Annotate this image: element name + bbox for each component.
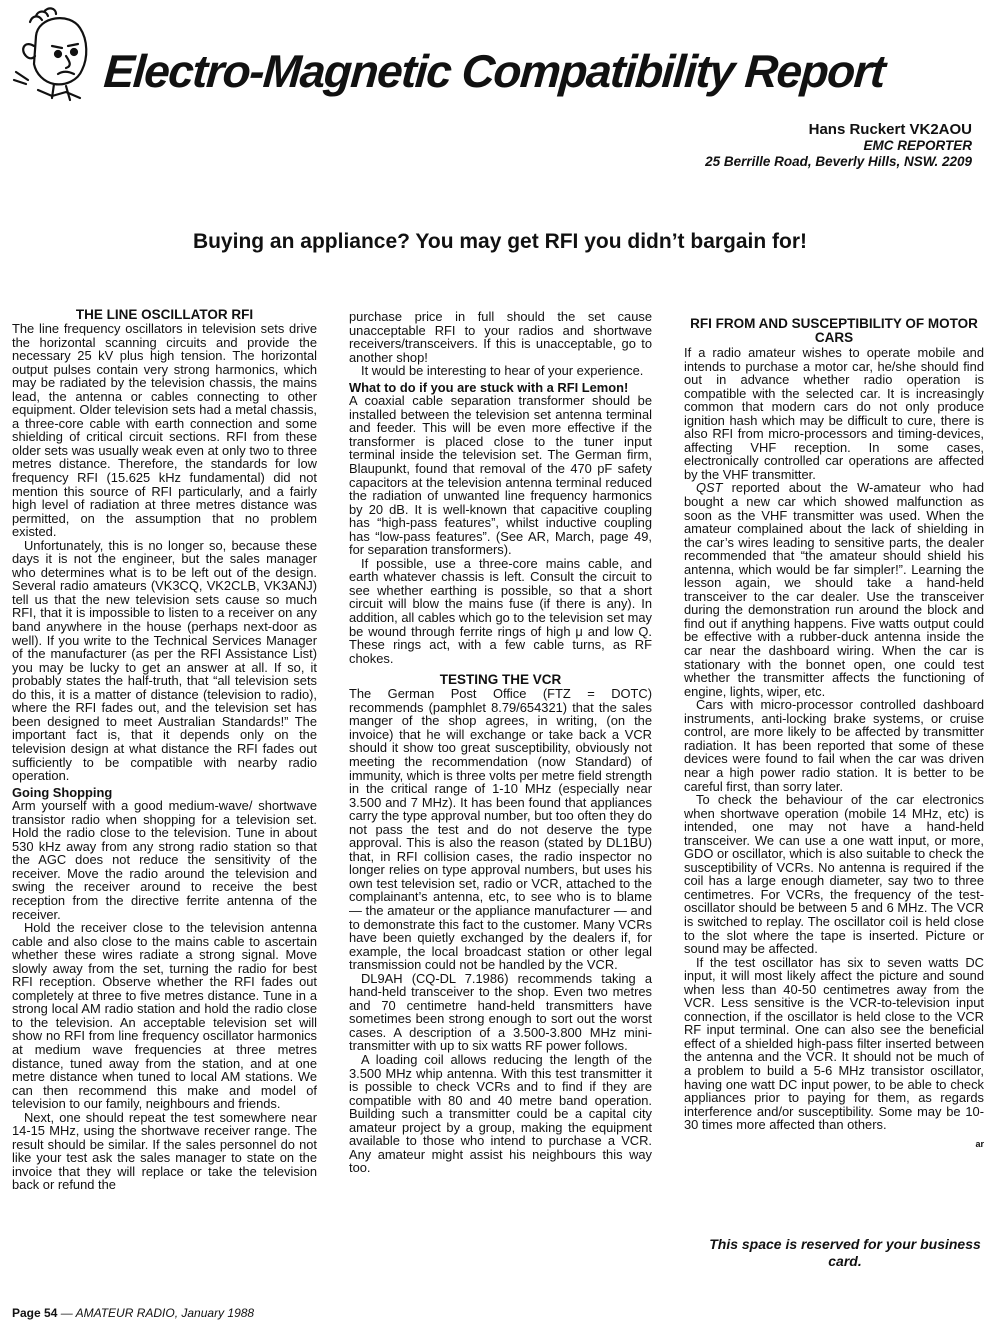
paragraph: If a radio amateur wishes to operate mobile and intends to purchase a motor car, he/she should find out in advance whether radio operation is compatible with the selected car. It is increasingly common that modern cars do not only produce ignition hash which may be difficult to cure, there is also RFI from micro-processors and timing-devices, affecting VHF reception. In some cases, electronically controlled car operations are affected by the VHF transmitter. bbox=[684, 345, 984, 482]
paragraph: Arm yourself with a good medium-wave/ shortwave transistor radio when shopping for a television set. Hold the radio close to the television. Tune in about 530 kHz away from any strong radio station so that the AGC does not reduce the sensitivity of the receiver. Move the radio around the television and swing the receiver around to receive the best reception from the directive ferrite antenna of the receiver. bbox=[12, 798, 317, 922]
publication-info: — AMATEUR RADIO, January 1988 bbox=[57, 1306, 255, 1320]
paragraph: DL9AH (CQ-DL 7.1986) recommends taking a hand-held transceiver to the shop. Even two metres and 70 centimetre hand-held transmitters have sometimes been strong enough to sort out the worst cases. A description of a 3.500-3.800 MHz mini-transmitter with up to six watts RF power follows. bbox=[349, 970, 652, 1054]
paragraph: Unfortunately, this is no longer so, because these days it is not the engineer, but the sales manager who determines what is to be left out of the design. Several radio amateurs (VK3CQ, VK2CLB, VK3ANJ) tell us that the new television sets cause so much RFI, that it is impossible to listen to a receiver on any band anywhere in the house (perhaps next-door as well). If you write to the Technical Services Manager of the manufacturer (as per the RFI Assistance List) you may be lucky to get an answer at all. If so, it probably states the half-truth, that “all television sets do this, it is a matter of distance (television to radio), where the RFI fades out, and the television set has been designed to meet Australian Standards!” The important fact is, that it depends only on the television design at what distance the RFI fades out sufficiently to be compatible with nearby radio operation. bbox=[12, 537, 317, 784]
author-name: Hans Ruckert VK2AOU bbox=[808, 121, 972, 138]
paragraph: Cars with micro-processor controlled dashboard instruments, anti-locking brake systems, or cruise control, are more likely to be affected by transmitter radiation. It has been reported that some of these devices were found to fail when the car was driven near a high power radio station. It is better to be careful first, than sorry later. bbox=[684, 697, 984, 794]
paragraph: Next, one should repeat the test somewhere near 14-15 MHz, using the shortwave receiver range. The result should be similar. If the sales personnel do not like your test ask the sales manager to state on the invoice that they will replace or take the television back or refund the bbox=[12, 1109, 317, 1193]
publication-name: QST bbox=[696, 480, 723, 496]
article-headline: Buying an appliance? You may get RFI you didn’t bargain for! bbox=[192, 230, 808, 253]
subsection-heading: Going Shopping bbox=[12, 784, 113, 800]
author-address: 25 Berrille Road, Beverly Hills, NSW. 2209 bbox=[705, 154, 972, 169]
paragraph: The German Post Office (FTZ = DOTC) recommends (pamphlet 8.79/654321) that the sales manger of the shop agrees, in writing, (on the invoice) that he will exchange or take back a VCR should it show too great susceptibility, obviously not meeting the recommendation (now Standard) of immunity, which is three volts per metre field strength in the critical range of 1-10 MHz (especially near 3.500 and 7 MHz). It has been found that appliances carry the type approval number, but too often they do not pass the test and do not deserve the type approval. This is also the reason (stated by DL1BU) that, in RFI collision cases, the radio inspector no longer relies on type approval numbers, but uses his own test television set, radio or VCR, attached to the complainant’s antenna, etc, to see who is to blame — the amateur or the appliance manufacturer — and to demonstrate this fact to the customer. Many VCRs have been quietly exchanged by the dealers if, for example, the local broadcast station or other legal transmission could not be handled by the VCR. bbox=[349, 686, 652, 973]
paragraph: To check the behaviour of the car electronics when shortwave operation (mobile 14 MHz, etc) is intended, one may not have a hand-held transceiver. We can use a one watt input, or more, GDO or oscillator, which is also suitable to check the susceptibility of VCRs. No antenna is required if the coil has a large enough diameter, say two to three centimetres. For VCRs, the frequency of the test-oscillator should be between 5 and 6 MHz. The VCR is switched to replay. The oscillator coil is held close to the slot where the tape is inserted. Picture or sound may be affected. bbox=[684, 792, 984, 957]
page-number: Page 54 bbox=[12, 1306, 58, 1320]
paragraph: If the test oscillator has six to seven watts DC input, it will most likely affect the picture and sound when less than 40-50 centimetres away from the VCR. Less sensitive is the VCR-to-television input connection, if the oscillator is held close to the VCR RF input terminal. One can also see the beneficial effect of a shielded high-pass filter inserted between the antenna and the VCR. It should not be much of a problem to build a 5-6 MHz transistor oscillator, having one watt DC input power, to be able to check appliances prior to paying for them, as regards interference and/or susceptibility. Some may be 10-30 times more affected than others. bbox=[684, 954, 984, 1133]
author-role: EMC REPORTER bbox=[863, 138, 972, 153]
end-mark: ar bbox=[975, 1138, 984, 1149]
column-1 bbox=[12, 308, 317, 1192]
paragraph: The line frequency oscillators in television sets drive the horizontal scanning circuits and provide the necessary 25 kV plus high tension. The horizontal output pulses contain very strong harmonics, which may be radiated by the television chassis, the mains lead, the antenna or cables connecting to other equipment. Older television sets had a metal chassis, a three-core cable with earth connection and some shielding of critical circuit sections. RFI from these older sets was usually weak even at only two to three metres distance. Therefore, the standards for low frequency RFI (15.625 kHz fundamental) did not mention this source of RFI particularly, and a fairly high level of radiation at three metres distance was permitted, on the assumption that no problem existed. bbox=[12, 321, 317, 540]
section-heading: THE LINE OSCILLATOR RFI bbox=[75, 307, 254, 322]
section-heading: RFI FROM AND SUSCEPTIBILITY OF MOTOR CARS bbox=[690, 316, 978, 345]
paragraph bbox=[684, 481, 984, 698]
paragraph: If possible, use a three-core mains cable, and earth whatever chassis is left. Consult the circuit to see whether earthing is possible, so that a short circuit will blow the mains fuse (if there is any). In addition, all cables which go to the television set may be wound through ferrite rings of high μ and low Q. These rings act, with a few cable turns, as RF chokes. bbox=[349, 555, 652, 666]
paragraph-text: reported about the W-amateur who had bought a new car which showed malfunction as soon as the VHF transmitter was used. When the amateur complained about the lack of shielding in the car’s wires leading to sensitive parts, the dealer recommended that “the amateur should shield his antenna, which would be far simpler!”. Learning the lesson again, we should take a hand-held transceiver to the car dealer. Use the transceiver during the demonstration run around the block and find out if anything happens. Five watts output could be effective with a rubber-duck antenna inside the car near the dashboard wiring. When the car is stationary with the bonnet open, one could test whether the transmitter affects the functioning of engine, lights, wiper, etc. bbox=[684, 480, 984, 699]
paragraph: purchase price in full should the set cause unacceptable RFI to your radios and shortwave receivers/transceivers. If this is unacceptable, go to another shop! bbox=[349, 309, 652, 365]
business-card-notice: This space is reserved for your business card. bbox=[709, 1236, 981, 1269]
reporter-caricature-logo bbox=[8, 6, 104, 102]
section-heading: TESTING THE VCR bbox=[439, 672, 562, 688]
paragraph: A loading coil allows reducing the length of the 3.500 MHz whip antenna. With this test transmitter it is possible to check VCRs and to find if they are compatible with 80 and 40 metre band operation. Building such a transmitter could be a capital city amateur project by a group, making the equipment available to those who intend to purchase a VCR. Any amateur might assist his neighbours this way too. bbox=[349, 1051, 652, 1176]
author-byline bbox=[705, 122, 972, 170]
column-2 bbox=[349, 310, 652, 1175]
paragraph: A coaxial cable separation transformer should be installed between the television set antenna terminal and feeder. This will be even more effective if the transformer is placed close to the tuner input terminal inside the television set. The German firm, Blaupunkt, found that removal of the 470 pF safety capacitors at the television antenna terminal reduced the radiation of unwanted line frequency harmonics by 20 dB. It is well-known that capacitive coupling has “high-pass features”, whilst inductive coupling has “low-pass features”. (See AR, March, page 49, for separation transformers). bbox=[349, 393, 652, 558]
subsection-heading: What to do if you are stuck with a RFI Lemon! bbox=[349, 379, 629, 395]
column-3 bbox=[684, 317, 984, 1151]
paragraph: Hold the receiver close to the television antenna cable and also close to the mains cable to ascertain whether these wires radiate a strong signal. Move slowly away from the set, turning the radio for best RFI reception. Observe whether the RFI fades out completely at three to five metres distance. Tune in a strong local AM radio station and hold the radio close to the television. An acceptable television set will show no RFI from line frequency oscillator harmonics at medium wave frequencies at three metres distance, tuned away from the station, and at one metre distance when tuned to local AM stations. We can then recommend this make and model of television to our family, neighbours and friends. bbox=[12, 920, 317, 1112]
page-footer bbox=[12, 1306, 254, 1320]
paragraph: It would be interesting to hear of your experience. bbox=[361, 363, 644, 379]
report-masthead-title: Electro-Magnetic Compatibility Report bbox=[102, 45, 887, 97]
